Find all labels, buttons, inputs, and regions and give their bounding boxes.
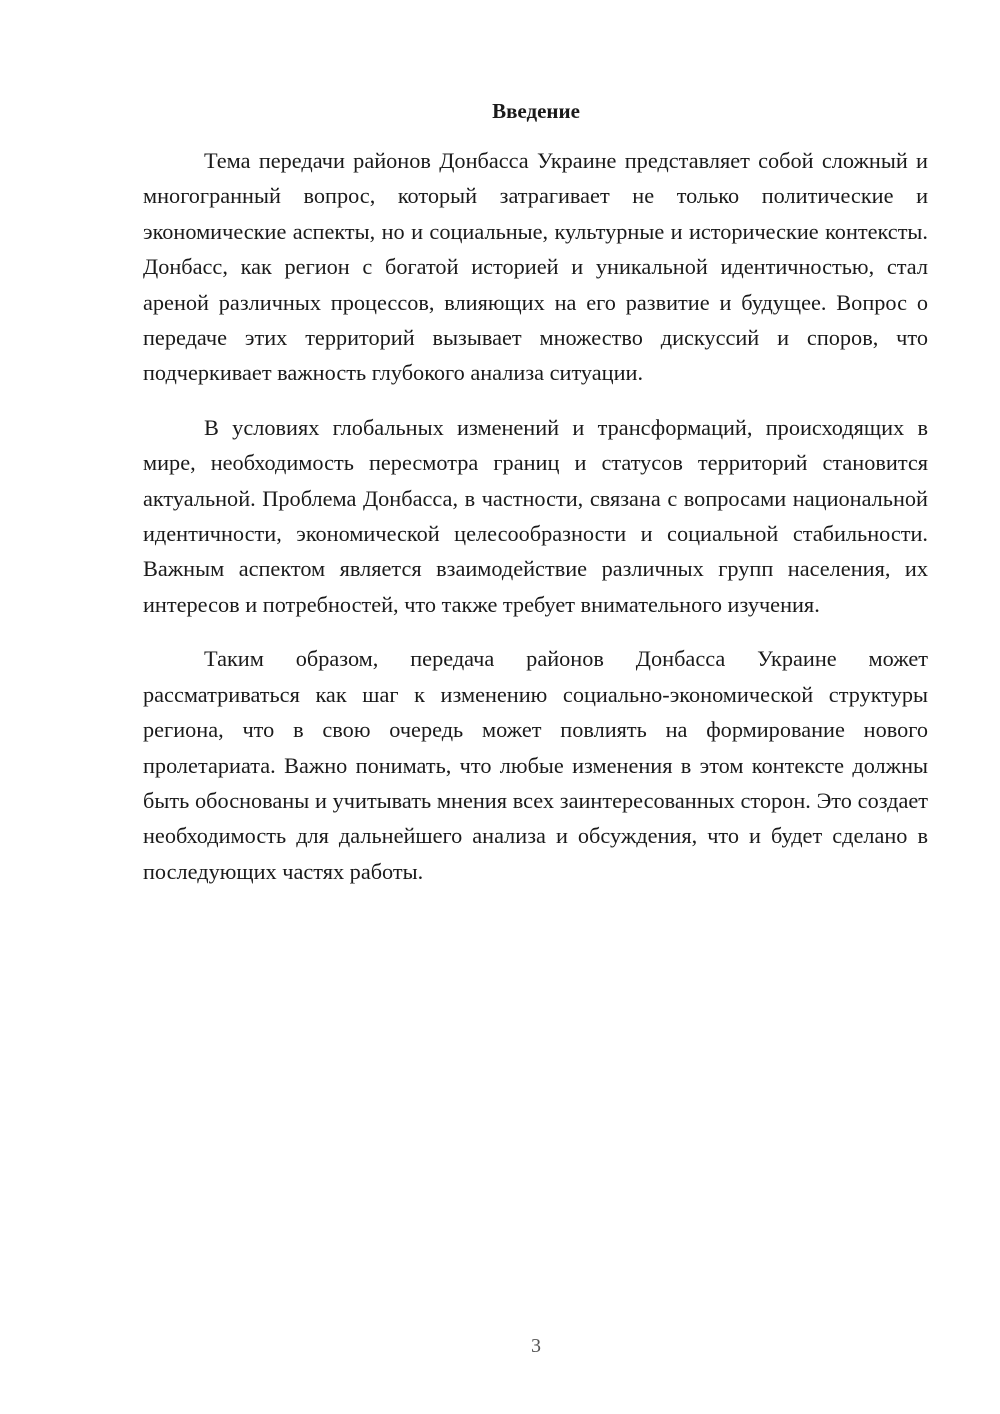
section-heading: Введение (492, 99, 580, 123)
page-number: 3 (531, 1335, 541, 1357)
paragraph-1: Тема передачи районов Донбасса Украине представляет собой сложный и многогранный вопрос, который затрагивает не только политические и экономические аспекты, но и социальные, культурные и исторические контексты. Донбасс, как регион с богатой историей и уникальной идентичностью, стал ареной различных процессов, влияющих на его развитие и будущее. Вопрос о передаче этих территорий вызывает множество дискуссий и споров, что подчеркивает важность глубокого анализа ситуации. (143, 148, 928, 386)
body-text (143, 143, 928, 889)
paragraph-3: Таким образом, передача районов Донбасса Украине может рассматриваться как шаг к изменению социально-экономической структуры региона, что в свою очередь может повлиять на формирование нового пролетариата. Важно понимать, что любые изменения в этом контексте должны быть обоснованы и учитывать мнения всех заинтересованных сторон. Это создает необходимость для дальнейшего анализа и обсуждения, что и будет сделано в последующих частях работы. (143, 646, 928, 884)
paragraph-2: В условиях глобальных изменений и трансформаций, происходящих в мире, необходимость пересмотра границ и статусов территорий становится актуальной. Проблема Донбасса, в частности, связана с вопросами национальной идентичности, экономической целесообразности и социальной стабильности. Важным аспектом является взаимодействие различных групп населения, их интересов и потребностей, что также требует внимательного изучения. (143, 414, 928, 617)
